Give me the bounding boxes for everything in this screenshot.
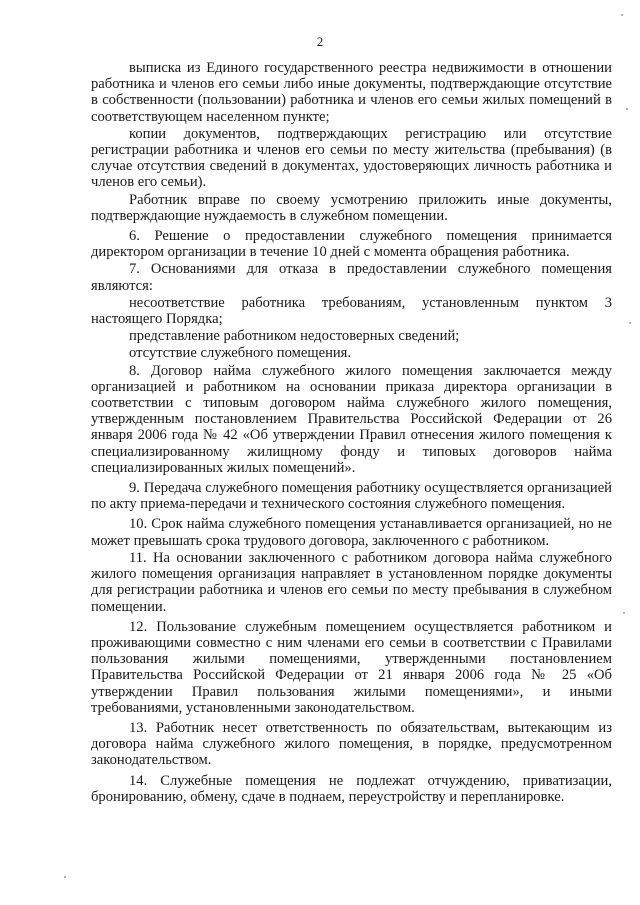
paragraph: отсутствие служебного помещения. bbox=[129, 345, 352, 362]
paragraph: копии документов, подтверждающих регистрацию или отсутствие регистрации работника и членов его семьи по месту жительства (пребывания) (в случае отсутствия сведений в документах, удостоверяющих личность работника и членов его семьи). bbox=[91, 125, 612, 191]
scan-speck bbox=[623, 612, 625, 614]
paragraph: 13. Работник несет ответственность по обязательствам, вытекающим из договора найма служебного жилого помещения, в порядке, предусмотренном законодательством. bbox=[91, 719, 612, 769]
scan-speck bbox=[621, 14, 623, 16]
paragraph: представление работником недостоверных сведений; bbox=[129, 328, 460, 345]
page-number: 2 bbox=[316, 34, 324, 49]
paragraph: 9. Передача служебного помещения работнику осуществляется организацией по акту приема-передачи и технического состояния служебного помещения. bbox=[91, 480, 612, 513]
paragraph: Работник вправе по своему усмотрению приложить иные документы, подтверждающие нуждаемость в служебном помещении. bbox=[91, 191, 612, 224]
paragraph: 14. Служебные помещения не подлежат отчуждению, приватизации, бронированию, обмену, сдаче в поднаем, переустройству и перепланировке. bbox=[91, 772, 612, 805]
scan-speck bbox=[64, 876, 66, 878]
paragraph: 7. Основаниями для отказа в предоставлении служебного помещения являются: bbox=[91, 261, 612, 294]
paragraph: выписка из Единого государственного реестра недвижимости в отношении работника и членов его семьи либо иные документы, подтверждающие отсутствие в собственности (пользовании) работника и членов его семьи жилых помещений в соответствующем населенном пункте; bbox=[91, 60, 612, 125]
paragraph: 11. На основании заключенного с работником договора найма служебного жилого помещения организация направляет в установленном порядке документы для регистрации работника и членов его семьи по месту пребывания в служебном помещении. bbox=[91, 549, 612, 615]
paragraph: 6. Решение о предоставлении служебного помещения принимается директором организации в течение 10 дней с момента обращения работника. bbox=[91, 228, 612, 261]
document-body bbox=[91, 60, 612, 806]
paragraph: 10. Срок найма служебного помещения устанавливается организацией, но не может превышать срока трудового договора, заключенного с работником. bbox=[91, 516, 612, 549]
paragraph: 8. Договор найма служебного жилого помещения заключается между организацией и работником на основании приказа директора организации в соответствии с типовым договором найма служебного жилого помещения, утвержденным постановлением Правительства Российской Федерации от 26 января 2006 года № 42 «Об утверждении Правил отнесения жилого помещения к специализированному жилищному фонду и типовых договоров найма специализированных жилых помещений». bbox=[91, 362, 612, 476]
scan-speck bbox=[626, 108, 628, 110]
scan-speck bbox=[629, 322, 631, 324]
paragraph: 12. Пользование служебным помещением осуществляется работником и проживающими совместно с ним членами его семьи в соответствии с Правилами пользования жилыми помещениями, утвержденными постановлением Правительства Российской Федерации от 21 января 2006 года № 25 «Об утверждении Правил пользования жилыми помещениями», и иными требованиями, установленными законодательством. bbox=[91, 618, 612, 716]
paragraph: несоответствие работника требованиям, установленным пунктом 3 настоящего Порядка; bbox=[91, 294, 612, 328]
